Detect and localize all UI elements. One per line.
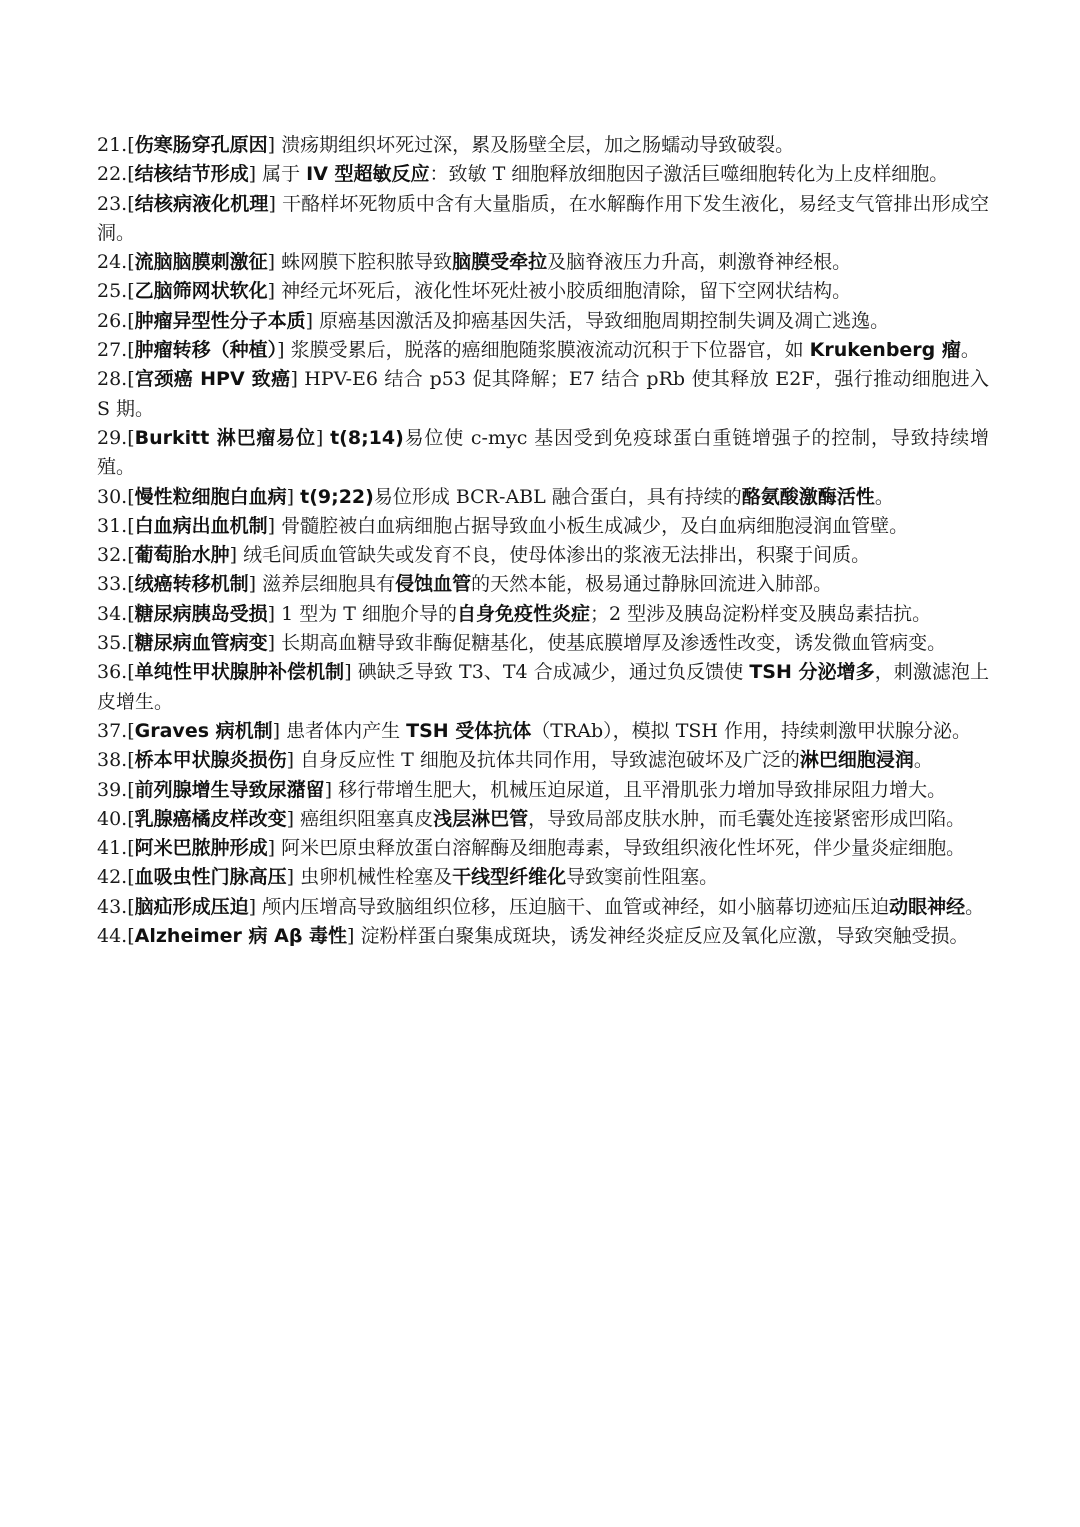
document-body xyxy=(97,131,989,951)
entry-item xyxy=(97,658,989,717)
entry-text: [ xyxy=(127,280,135,303)
entry-text: ] 阿米巴原虫释放蛋白溶解酶及细胞毒素，导致组织液化性坏死，伴少量炎症细胞。 xyxy=(267,837,966,860)
entry-text: ] 淀粉样蛋白聚集成斑块，诱发神经炎症反应及氧化应激，导致突触受损。 xyxy=(347,925,969,948)
entry-text: [ xyxy=(127,778,135,801)
entry-item xyxy=(97,160,989,189)
entry-emphasis-text: t(8;14) xyxy=(330,426,404,449)
entry-text: [ xyxy=(127,895,135,918)
entry-text: [ xyxy=(127,309,135,332)
entry-item xyxy=(97,541,989,570)
entry-emphasis-text: 宫颈癌 HPV 致癌 xyxy=(134,368,291,391)
entry-item xyxy=(97,717,989,746)
entry-number: 25. xyxy=(97,280,128,303)
entry-text: [ xyxy=(127,837,135,860)
entry-emphasis-text: 侵蚀血管 xyxy=(395,573,472,596)
entry-number: 22. xyxy=(97,163,128,186)
entry-text: ] xyxy=(315,426,331,449)
entry-text: ] 属于 xyxy=(248,163,307,186)
entry-emphasis-text: 动眼神经 xyxy=(889,895,966,918)
entry-emphasis-text: 绒癌转移机制 xyxy=(134,573,249,596)
entry-number: 39. xyxy=(97,778,128,801)
entry-item xyxy=(97,512,989,541)
entry-text: 的天然本能，极易通过静脉回流进入肺部。 xyxy=(471,573,833,596)
entry-emphasis-text: 伤寒肠穿孔原因 xyxy=(134,134,268,156)
entry-text: ：致敏 T 细胞释放细胞因子激活巨噬细胞转化为上皮样细胞。 xyxy=(429,163,949,186)
entry-item xyxy=(97,776,989,805)
entry-item xyxy=(97,629,989,658)
entry-item xyxy=(97,746,989,775)
entry-text: [ xyxy=(127,134,135,156)
entry-emphasis-text: 肿瘤转移（种植） xyxy=(134,339,278,362)
entry-text: ] HPV-E6 结合 p53 促其降解；E7 结合 pRb 使其释放 E2F，强行推动细胞进入 S 期。 xyxy=(97,368,989,420)
entry-item xyxy=(97,805,989,834)
entry-item xyxy=(97,893,989,922)
entry-number: 21. xyxy=(97,134,128,156)
entry-text: [ xyxy=(127,719,135,742)
entry-text: [ xyxy=(127,163,135,186)
entry-item xyxy=(97,307,989,336)
entry-text: ] 原癌基因激活及抑癌基因失活，导致细胞周期控制失调及凋亡逃逸。 xyxy=(305,309,890,332)
entry-emphasis-text: 流脑脑膜刺激征 xyxy=(134,251,268,274)
entry-number: 24. xyxy=(97,251,128,274)
entry-emphasis-text: 酪氨酸激酶活性 xyxy=(741,485,875,508)
entry-emphasis-text: Krukenberg 瘤 xyxy=(809,339,961,362)
entry-emphasis-text: 自身免疫性炎症 xyxy=(457,602,591,625)
entry-text: [ xyxy=(127,544,135,567)
entry-text: ] 骨髓腔被白血病细胞占据导致血小板生成减少，及白血病细胞浸润血管壁。 xyxy=(267,514,909,537)
entry-text: ，刺激滤泡上皮增生。 xyxy=(97,661,989,713)
entry-emphasis-text: 乙脑筛网状软化 xyxy=(134,280,268,303)
entry-text: ] 患者体内产生 xyxy=(272,719,407,742)
entry-text: [ xyxy=(127,339,135,362)
entry-emphasis-text: 桥本甲状腺炎损伤 xyxy=(134,749,287,772)
entry-emphasis-text: 单纯性甲状腺肿补偿机制 xyxy=(134,661,345,684)
entry-text: ] 颅内压增高导致脑组织位移，压迫脑干、血管或神经，如小脑幕切迹疝压迫 xyxy=(248,895,890,918)
entry-emphasis-text: Alzheimer 病 Aβ 毒性 xyxy=(134,925,348,948)
entry-number: 32. xyxy=(97,544,128,567)
entry-emphasis-text: 慢性粒细胞白血病 xyxy=(134,485,287,508)
entry-number: 42. xyxy=(97,866,128,889)
entry-text: [ xyxy=(127,485,135,508)
entry-text: [ xyxy=(127,749,135,772)
entry-text: ] 癌组织阻塞真皮 xyxy=(286,807,434,830)
entry-number: 34. xyxy=(97,602,128,625)
entry-text: [ xyxy=(127,661,135,684)
entry-text: [ xyxy=(127,368,135,391)
entry-number: 41. xyxy=(97,837,128,860)
entry-item xyxy=(97,570,989,599)
entry-text: ] 蛛网膜下腔积脓导致 xyxy=(267,251,453,274)
entry-text: ] 1 型为 T 细胞介导的 xyxy=(267,602,457,625)
entry-item xyxy=(97,190,989,249)
entry-emphasis-text: TSH 受体抗体 xyxy=(406,719,532,742)
entry-number: 38. xyxy=(97,749,128,772)
entry-item xyxy=(97,424,989,483)
entry-number: 23. xyxy=(97,192,128,215)
entry-number: 43. xyxy=(97,895,128,918)
entry-emphasis-text: 糖尿病胰岛受损 xyxy=(134,602,268,625)
entry-text: 。 xyxy=(874,485,894,508)
entry-text: [ xyxy=(127,866,135,889)
entry-text: ] 虫卵机械性栓塞及 xyxy=(286,866,453,889)
entry-emphasis-text: 糖尿病血管病变 xyxy=(134,632,268,655)
entry-emphasis-text: 阿米巴脓肿形成 xyxy=(134,837,268,860)
entry-number: 29. xyxy=(97,426,128,449)
entry-text: [ xyxy=(127,426,135,449)
entry-emphasis-text: 脑疝形成压迫 xyxy=(134,895,249,918)
entry-emphasis-text: 白血病出血机制 xyxy=(134,514,268,537)
entry-text: 。 xyxy=(965,895,985,918)
entry-text: [ xyxy=(127,192,135,215)
entry-emphasis-text: t(9;22) xyxy=(300,485,374,508)
entry-text: [ xyxy=(127,632,135,655)
entry-text: ] 绒毛间质血管缺失或发育不良，使母体渗出的浆液无法排出，积聚于间质。 xyxy=(229,544,871,567)
entry-item xyxy=(97,863,989,892)
entry-text: ] 滋养层细胞具有 xyxy=(248,573,396,596)
entry-item xyxy=(97,131,989,160)
entry-text: [ xyxy=(127,514,135,537)
entry-emphasis-text: 血吸虫性门脉高压 xyxy=(134,866,287,889)
entry-text: 。 xyxy=(913,749,933,772)
entry-text: [ xyxy=(127,602,135,625)
entry-text: 。 xyxy=(960,339,980,362)
entry-text: ] 神经元坏死后，液化性坏死灶被小胶质细胞清除，留下空网状结构。 xyxy=(267,280,852,303)
entry-emphasis-text: Graves 病机制 xyxy=(134,719,273,742)
entry-emphasis-text: 前列腺增生导致尿潴留 xyxy=(134,778,325,801)
entry-emphasis-text: 脑膜受牵拉 xyxy=(452,251,548,274)
entry-item xyxy=(97,336,989,365)
entry-text: ] 溃疡期组织坏死过深，累及肠壁全层，加之肠蠕动导致破裂。 xyxy=(267,134,795,156)
entry-text: ] 长期高血糖导致非酶促糖基化，使基底膜增厚及渗透性改变，诱发微血管病变。 xyxy=(267,632,947,655)
entry-number: 37. xyxy=(97,719,128,742)
entry-emphasis-text: 乳腺癌橘皮样改变 xyxy=(134,807,287,830)
entry-number: 27. xyxy=(97,339,128,362)
entry-text: 易位形成 BCR-ABL 融合蛋白，具有持续的 xyxy=(373,485,742,508)
entry-text: [ xyxy=(127,573,135,596)
entry-text: [ xyxy=(127,925,135,948)
entry-text: （TRAb），模拟 TSH 作用，持续刺激甲状腺分泌。 xyxy=(531,719,971,742)
entry-emphasis-text: 淋巴细胞浸润 xyxy=(799,749,914,772)
entry-text: ] 移行带增生肥大，机械压迫尿道，且平滑肌张力增加导致排尿阻力增大。 xyxy=(324,778,947,801)
entry-item xyxy=(97,834,989,863)
entry-item xyxy=(97,483,989,512)
entry-emphasis-text: 结核病液化机理 xyxy=(134,192,269,215)
entry-number: 35. xyxy=(97,632,128,655)
entry-text: ，导致局部皮肤水肿，而毛囊处连接紧密形成凹陷。 xyxy=(528,807,966,830)
entry-text: ；2 型涉及胰岛淀粉样变及胰岛素拮抗。 xyxy=(590,602,932,625)
entry-emphasis-text: 浅层淋巴管 xyxy=(433,807,529,830)
entry-emphasis-text: IV 型超敏反应 xyxy=(306,163,430,186)
entry-number: 26. xyxy=(97,309,128,332)
entry-item xyxy=(97,277,989,306)
entry-text: 及脑脊液压力升高，刺激脊神经根。 xyxy=(547,251,852,274)
entry-text: ] 碘缺乏导致 T3、T4 合成减少，通过负反馈使 xyxy=(344,661,750,684)
entry-text: ] 干酪样坏死物质中含有大量脂质，在水解酶作用下发生液化，易经支气管排出形成空洞。 xyxy=(97,192,989,244)
entry-number: 33. xyxy=(97,573,128,596)
entry-item xyxy=(97,365,989,424)
entry-text: [ xyxy=(127,251,135,274)
entry-item xyxy=(97,600,989,629)
entry-text: 导致窦前性阻塞。 xyxy=(566,866,719,889)
entry-emphasis-text: 结核结节形成 xyxy=(134,163,249,186)
entry-text: ] 自身反应性 T 细胞及抗体共同作用，导致滤泡破坏及广泛的 xyxy=(286,749,800,772)
entry-text: ] xyxy=(286,485,301,508)
entry-number: 44. xyxy=(97,925,128,948)
entry-emphasis-text: 肿瘤异型性分子本质 xyxy=(134,309,306,332)
entry-number: 31. xyxy=(97,514,128,537)
entry-number: 28. xyxy=(97,368,128,391)
entry-text: 易位使 c-myc 基因受到免疫球蛋白重链增强子的控制，导致持续增殖。 xyxy=(97,426,989,479)
entry-number: 40. xyxy=(97,807,128,830)
entry-emphasis-text: 干线型纤维化 xyxy=(452,866,567,889)
entry-item xyxy=(97,922,989,951)
entry-emphasis-text: TSH 分泌增多 xyxy=(749,661,875,684)
entry-emphasis-text: 葡萄胎水肿 xyxy=(134,544,230,567)
entry-item xyxy=(97,248,989,277)
entry-number: 36. xyxy=(97,661,128,684)
entry-emphasis-text: Burkitt 淋巴瘤易位 xyxy=(134,426,316,449)
entry-number: 30. xyxy=(97,485,128,508)
entry-text: ] 浆膜受累后，脱落的癌细胞随浆膜液流动沉积于下位器官，如 xyxy=(277,339,810,362)
entry-text: [ xyxy=(127,807,135,830)
